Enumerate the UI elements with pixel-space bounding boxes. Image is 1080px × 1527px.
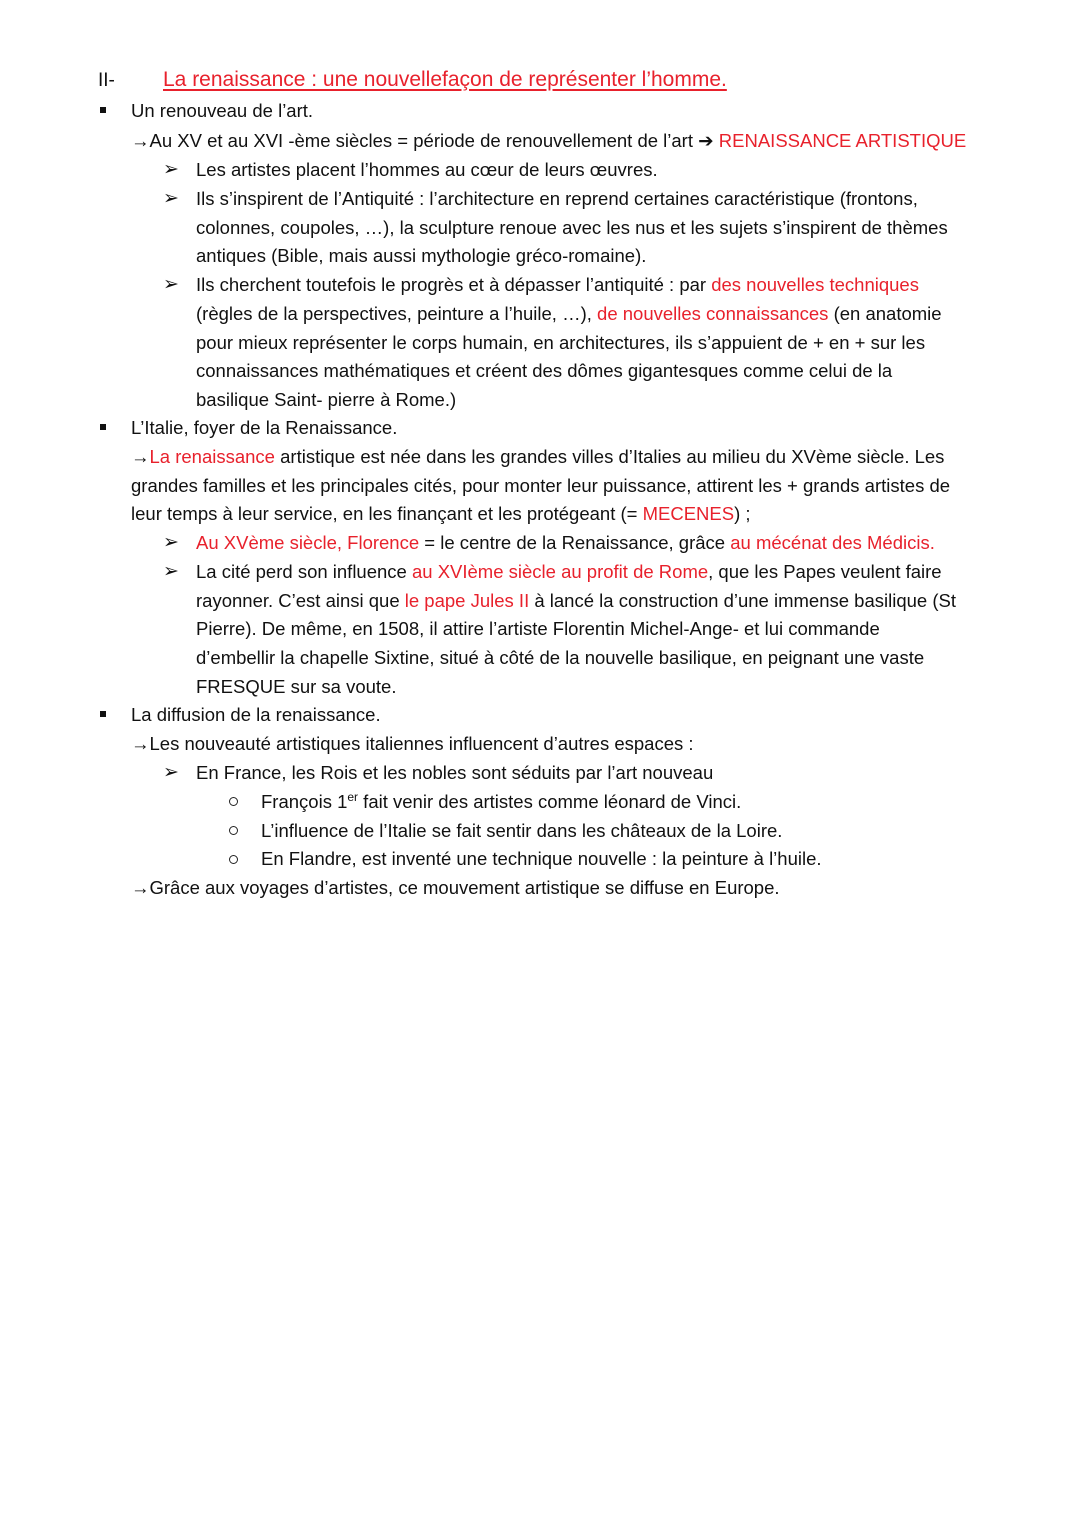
circle-bullet-icon	[229, 826, 238, 835]
arrow-bullet-icon: ➢	[163, 159, 179, 180]
text-run: leur temps à leur service, en les finançant et les protégeant (=	[131, 503, 643, 524]
arrow-bullet-icon: ➢	[163, 188, 179, 209]
square-bullet-icon	[100, 424, 106, 430]
text-run: ) ;	[734, 503, 751, 524]
bullet-text	[196, 588, 956, 616]
paragraph-line	[131, 444, 944, 472]
bullet-text: basilique Saint- pierre à Rome.)	[196, 389, 457, 410]
arrow-right-icon: →	[131, 446, 150, 467]
text-run: à lancé la construction d’une immense basilique (St	[529, 590, 956, 611]
text-run: (règles de la perspectives, peinture a l’huile, …),	[196, 303, 598, 324]
bullet-text: connaissances mathématiques et créent des dômes gigantesques comme celui de la	[196, 360, 893, 381]
text-run: artistique est née dans les grandes villes d’Italies au milieu du XVème siècle. Les	[274, 446, 945, 467]
text-run: fait venir des artistes comme léonard de Vinci.	[358, 791, 742, 812]
paragraph-line: grandes familles et les principales cités, pour monter leur puissance, attirent les + grands artistes de	[131, 475, 951, 496]
section-number: II-	[98, 70, 115, 91]
bullet-text: pour mieux représenter le corps humain, en architectures, ils s’appuient de + en + sur les	[196, 332, 926, 353]
arrow-right-icon: ➔	[698, 130, 714, 151]
text-run: La cité perd son influence	[196, 561, 412, 582]
highlight-text: le pape Jules II	[404, 590, 530, 611]
bullet-text: Les artistes placent l’hommes au cœur de leurs œuvres.	[196, 159, 658, 180]
bullet-text	[196, 301, 942, 329]
section-title: La renaissance : une nouvellefaçon de représenter l’homme.	[163, 68, 727, 91]
highlight-text: Au XVème siècle, Florence	[196, 532, 420, 553]
highlight-text: au mécénat des Médicis	[730, 532, 930, 553]
text-run: = le centre de la Renaissance, grâce	[419, 532, 731, 553]
highlight-text: des nouvelles techniques	[711, 274, 919, 295]
text-run: Ils cherchent toutefois le progrès et à dépasser l’antiquité : par	[196, 274, 712, 295]
highlight-text: RENAISSANCE ARTISTIQUE	[713, 130, 967, 151]
text-run: .	[929, 532, 935, 553]
square-bullet-icon	[100, 107, 106, 113]
subsection-title: L’Italie, foyer de la Renaissance.	[131, 417, 398, 438]
arrow-bullet-icon: ➢	[163, 762, 179, 783]
text-run: , que les Papes veulent faire	[708, 561, 942, 582]
bullet-text	[196, 272, 919, 300]
text-run: rayonner. C’est ainsi que	[196, 590, 405, 611]
paragraph-line: →Les nouveauté artistiques italiennes influencent d’autres espaces :	[131, 733, 694, 754]
highlight-text: au XVIème siècle au profit de Rome	[411, 561, 709, 582]
square-bullet-icon	[100, 711, 106, 717]
subsection-title: Un renouveau de l’art.	[131, 100, 314, 121]
highlight-text: La renaissance	[149, 446, 275, 467]
arrow-bullet-icon: ➢	[163, 561, 179, 582]
sub-bullet-text: L’influence de l’Italie se fait sentir dans les châteaux de la Loire.	[261, 820, 783, 841]
paragraph-line: →Grâce aux voyages d’artistes, ce mouvement artistique se diffuse en Europe.	[131, 877, 780, 898]
bullet-text	[196, 559, 942, 587]
bullet-text: Ils s’inspirent de l’Antiquité : l’architecture en reprend certaines caractéristique (frontons,	[196, 188, 918, 209]
superscript: er	[347, 789, 359, 804]
bullet-text: FRESQUE sur sa voute.	[196, 676, 397, 697]
bullet-text: colonnes, coupoles, …), la sculpture renoue avec les nus et les sujets s’inspirent de thèmes	[196, 217, 948, 238]
paragraph-line	[131, 501, 751, 529]
text-run: François 1	[261, 791, 348, 812]
circle-bullet-icon	[229, 797, 238, 806]
paragraph-line	[131, 128, 966, 156]
sub-bullet-text	[261, 789, 741, 817]
bullet-text: d’embellir la chapelle Sixtine, situé à côté de la nouvelle basilique, en peignant une vaste	[196, 647, 925, 668]
text-run: (en anatomie	[828, 303, 942, 324]
bullet-text: antiques (Bible, mais aussi mythologie gréco-romaine).	[196, 245, 647, 266]
arrow-bullet-icon: ➢	[163, 532, 179, 553]
subsection-title: La diffusion de la renaissance.	[131, 704, 381, 725]
bullet-text: Pierre). De même, en 1508, il attire l’artiste Florentin Michel-Ange- et lui commande	[196, 618, 880, 639]
highlight-text: de nouvelles connaissances	[597, 303, 829, 324]
sub-bullet-text: En Flandre, est inventé une technique nouvelle : la peinture à l’huile.	[261, 848, 822, 869]
arrow-bullet-icon: ➢	[163, 274, 179, 295]
bullet-text: En France, les Rois et les nobles sont séduits par l’art nouveau	[196, 762, 714, 783]
text-run: →Au XV et au XVI -ème siècles = période de renouvellement de l’art	[131, 130, 699, 151]
highlight-text: MECENES	[642, 503, 735, 524]
circle-bullet-icon	[229, 855, 238, 864]
bullet-text	[196, 530, 935, 558]
